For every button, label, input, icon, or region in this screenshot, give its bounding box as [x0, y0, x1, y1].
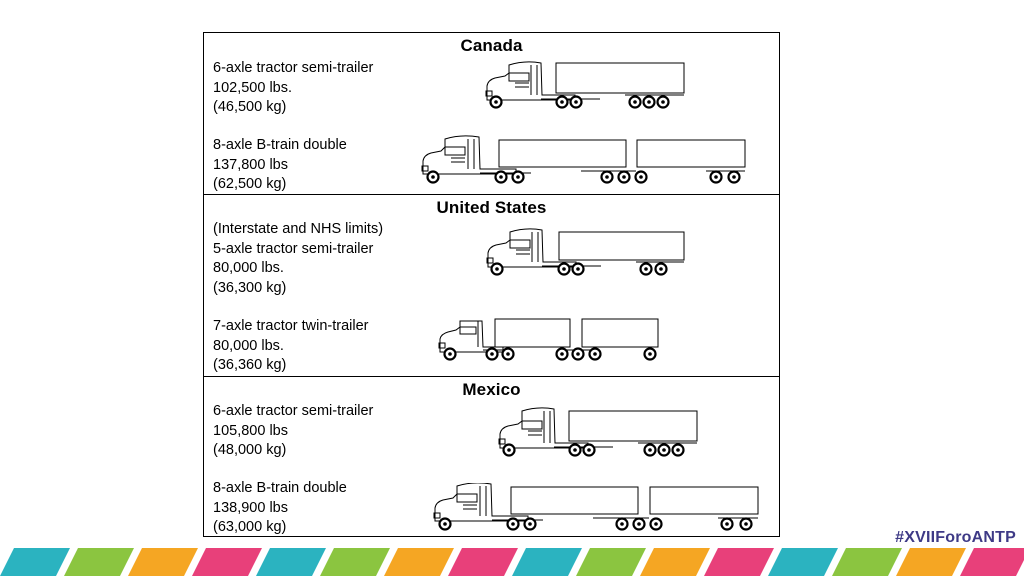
- banner-stripe: [768, 548, 838, 576]
- banner-stripe: [960, 548, 1024, 576]
- banner-stripe: [192, 548, 262, 576]
- banner-stripe: [576, 548, 646, 576]
- truck-8axle-btrain-icon: [421, 134, 751, 188]
- entry-us-semi: [213, 220, 383, 298]
- truck-7axle-twin-icon: [438, 317, 663, 363]
- entry-line: 7-axle tractor twin-trailer: [213, 318, 369, 334]
- banner-stripe: [320, 548, 390, 576]
- entry-line: 8-axle B-train double: [213, 480, 347, 496]
- entry-line: 105,800 lbs: [213, 422, 288, 439]
- truck-6axle-semi-icon: [485, 61, 690, 113]
- entry-line: (36,300 kg): [213, 279, 287, 296]
- entry-line: 8-axle B-train double: [213, 137, 347, 153]
- truck-6axle-semi-mexico-icon: [498, 405, 703, 459]
- entry-mexico-semi: [213, 402, 373, 461]
- banner-stripe: [64, 548, 134, 576]
- section-mexico: [204, 376, 779, 536]
- entry-line: (46,500 kg): [213, 99, 287, 115]
- entry-line: 5-axle tractor semi-trailer: [213, 240, 374, 257]
- entry-line: (36,360 kg): [213, 357, 287, 373]
- section-united-states: [204, 194, 779, 376]
- section-title-united-states: United States: [436, 198, 547, 217]
- entry-us-twin: [213, 317, 369, 376]
- banner-stripe: [448, 548, 518, 576]
- entry-line: 138,900 lbs: [213, 499, 288, 516]
- banner-stripe: [128, 548, 198, 576]
- entry-line: (Interstate and NHS limits): [213, 221, 384, 237]
- banner-stripe: [704, 548, 774, 576]
- truck-weight-table: [203, 32, 780, 537]
- entry-canada-btrain: [213, 136, 347, 195]
- entry-line: 80,000 lbs.: [213, 260, 284, 276]
- section-canada: [204, 33, 779, 194]
- banner-stripe: [896, 548, 966, 576]
- banner-stripe: [256, 548, 326, 576]
- entry-line: 6-axle tractor semi-trailer: [213, 403, 374, 419]
- entry-line: (63,000 kg): [213, 519, 287, 535]
- entry-mexico-btrain: [213, 479, 347, 538]
- entry-line: 6-axle tractor semi-trailer: [213, 60, 374, 76]
- entry-line: 80,000 lbs.: [213, 337, 284, 354]
- banner-stripe: [832, 548, 902, 576]
- section-title-mexico: Mexico: [462, 380, 521, 399]
- banner-stripe: [0, 548, 70, 576]
- entry-line: 137,800 lbs: [213, 156, 288, 173]
- event-hashtag: #XVIIForoANTP: [895, 529, 1016, 546]
- chevron-banner-icon: [0, 548, 1024, 576]
- entry-canada-semi: [213, 59, 373, 118]
- entry-line: (48,000 kg): [213, 442, 287, 458]
- truck-8axle-btrain-mexico-icon: [433, 483, 768, 535]
- banner-stripe: [384, 548, 454, 576]
- banner-stripe: [640, 548, 710, 576]
- entry-line: 102,500 lbs.: [213, 79, 293, 96]
- banner-stripe: [512, 548, 582, 576]
- entry-line: (62,500 kg): [213, 176, 287, 192]
- section-title-canada: Canada: [460, 36, 523, 55]
- truck-5axle-semi-icon: [486, 228, 691, 280]
